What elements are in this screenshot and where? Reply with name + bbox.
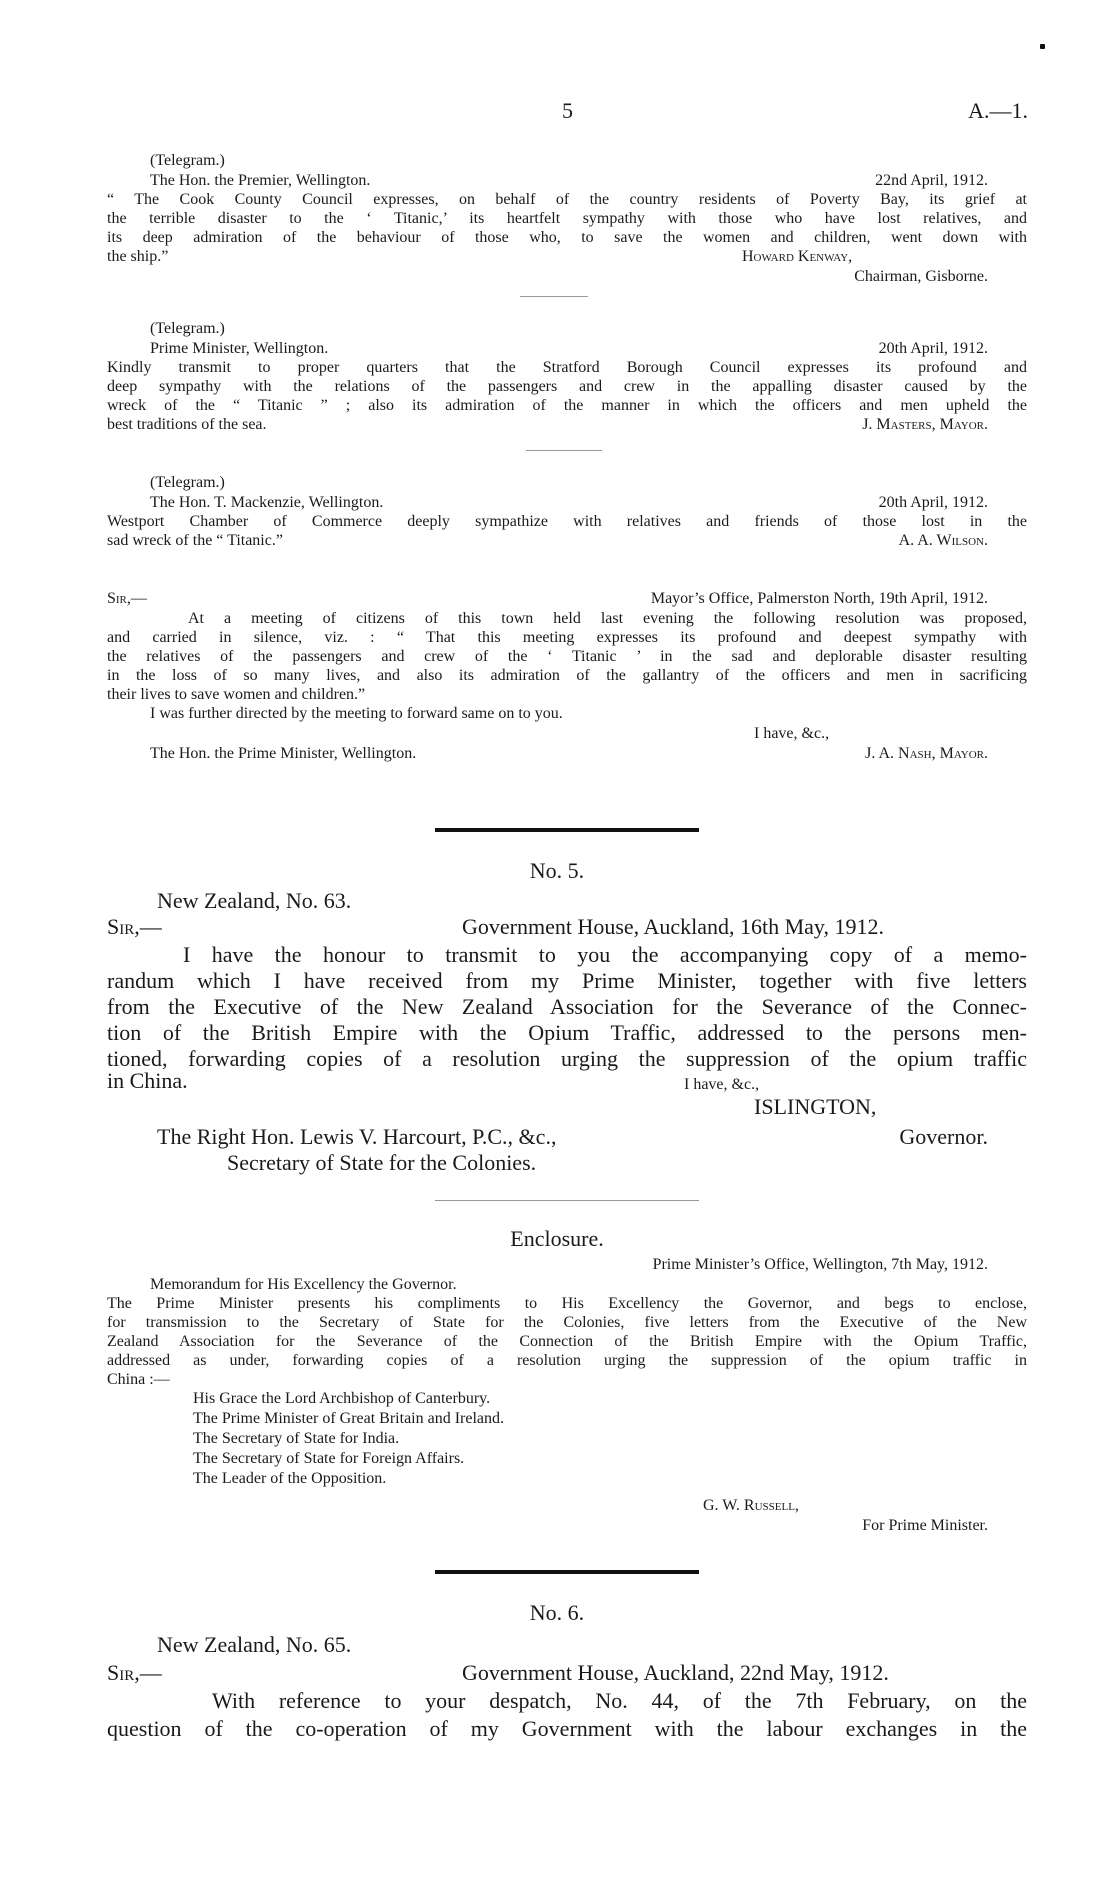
recipient-list-item: The Secretary of State for Foreign Affairs.	[193, 1450, 465, 1467]
salutation: Sir,—	[107, 1660, 162, 1685]
body-line: for transmission to the Secretary of State for the Colonies, five letters from the Executive of the New	[107, 1314, 1027, 1331]
addressee: The Hon. the Prime Minister, Wellington.	[150, 745, 417, 762]
body-line: I was further directed by the meeting to forward same on to you.	[150, 705, 563, 722]
signature: J. Masters, Mayor.	[862, 416, 988, 433]
telegram-recipient: Prime Minister, Wellington.	[150, 340, 329, 357]
ink-speck	[1040, 44, 1045, 49]
closing: I have, &c.,	[684, 1076, 760, 1093]
recipient-list-item: The Prime Minister of Great Britain and Ireland.	[193, 1410, 505, 1427]
page-reference: A.—1.	[968, 98, 1028, 123]
telegram-recipient: The Hon. T. Mackenzie, Wellington.	[150, 494, 384, 511]
place-date: Prime Minister’s Office, Wellington, 7th May, 1912.	[652, 1256, 988, 1273]
closing: I have, &c.,	[754, 725, 830, 742]
body-line: the relatives of the passengers and crew of the ‘ Titanic ’ in the sad and deplorable disaster resulting	[107, 648, 1027, 665]
place-date: Government House, Auckland, 16th May, 1912.	[462, 914, 885, 939]
signature: A. A. Wilson.	[898, 532, 988, 549]
body-line-last: in China.	[107, 1068, 188, 1093]
despatch-number: New Zealand, No. 65.	[157, 1632, 352, 1657]
body-line: randum which I have received from my Prime Minister, together with five letters	[107, 968, 1027, 993]
page-number: 5	[562, 98, 573, 123]
signature-title: Chairman, Gisborne.	[854, 268, 988, 285]
telegram-label: (Telegram.)	[150, 152, 225, 169]
body-line-last: sad wreck of the “ Titanic.”	[107, 532, 283, 549]
section-divider	[435, 1200, 699, 1201]
body-line-last: best traditions of the sea.	[107, 416, 267, 433]
body-line: in the loss of so many lives, and also its admiration of the gallantry of the officers and men in sacrificing	[107, 667, 1027, 684]
telegram-date: 22nd April, 1912.	[875, 172, 988, 189]
body-line: deep sympathy with the relations of the passengers and crew in the appalling disaster caused by the	[107, 378, 1027, 395]
body-line: tion of the British Empire with the Opium Traffic, addressed to the persons men-	[107, 1020, 1027, 1045]
body-line: tioned, forwarding copies of a resolution urging the suppression of the opium traffic	[107, 1046, 1027, 1071]
addressee: The Right Hon. Lewis V. Harcourt, P.C., &c.,	[157, 1124, 557, 1149]
body-line: and carried in silence, viz. : “ That this meeting expresses its profound and deepest sympathy with	[107, 629, 1027, 646]
signature: ISLINGTON,	[754, 1094, 877, 1119]
body-line: Kindly transmit to proper quarters that the Stratford Borough Council expresses its profound and	[107, 359, 1027, 376]
telegram-recipient: The Hon. the Premier, Wellington.	[150, 172, 371, 189]
despatch-number: New Zealand, No. 63.	[157, 888, 352, 913]
body-line: wreck of the “ Titanic ” ; also its admiration of the manner in which the officers and men upheld the	[107, 397, 1027, 414]
place-date: Government House, Auckland, 22nd May, 1912.	[462, 1660, 889, 1685]
signature: G. W. Russell,	[703, 1497, 799, 1514]
salutation: Sir,—	[107, 590, 147, 607]
body-line: Zealand Association for the Severance of the Connection of the British Empire with the Opium Traffic,	[107, 1333, 1027, 1350]
telegram-label: (Telegram.)	[150, 320, 225, 337]
signature: J. A. Nash, Mayor.	[865, 745, 988, 762]
signature-title: Governor.	[899, 1124, 988, 1149]
signature: Howard Kenway,	[742, 248, 853, 265]
body-line-last: China :—	[107, 1371, 170, 1388]
telegram-date: 20th April, 1912.	[878, 340, 988, 357]
memo-title: Memorandum for His Excellency the Governor.	[150, 1276, 457, 1293]
despatch-heading: No. 6.	[529, 1600, 585, 1625]
body-line: its deep admiration of the behaviour of those who, to save the women and children, went down with	[107, 229, 1027, 246]
section-divider-thick	[435, 1570, 699, 1574]
telegram-label: (Telegram.)	[150, 474, 225, 491]
enclosure-heading: Enclosure.	[510, 1226, 604, 1251]
body-line: question of the co-operation of my Government with the labour exchanges in the	[107, 1716, 1027, 1741]
recipient-list-item: The Secretary of State for India.	[193, 1430, 400, 1447]
body-line: “ The Cook County Council expresses, on behalf of the country residents of Poverty Bay, its grief at	[107, 191, 1027, 208]
body-line-last: the ship.”	[107, 248, 169, 265]
body-line-last: their lives to save women and children.”	[107, 686, 366, 703]
section-divider	[520, 296, 588, 297]
body-line: from the Executive of the New Zealand Association for the Severance of the Connec-	[107, 994, 1027, 1019]
body-line: The Prime Minister presents his compliments to His Excellency the Governor, and begs to enclose,	[107, 1295, 1027, 1312]
body-line: the terrible disaster to the ‘ Titanic,’ its heartfelt sympathy with those who have lost relatives, and	[107, 210, 1027, 227]
section-divider	[526, 450, 602, 451]
signature-title: For Prime Minister.	[862, 1517, 988, 1534]
place-date: Mayor’s Office, Palmerston North, 19th April, 1912.	[650, 590, 988, 607]
salutation: Sir,—	[107, 914, 162, 939]
section-divider-thick	[435, 828, 699, 832]
body-line: Westport Chamber of Commerce deeply sympathize with relatives and friends of those lost in the	[107, 513, 1027, 530]
addressee-title: Secretary of State for the Colonies.	[227, 1150, 537, 1175]
body-line: At a meeting of citizens of this town held last evening the following resolution was proposed,	[188, 610, 1027, 627]
recipient-list-item: His Grace the Lord Archbishop of Canterbury.	[193, 1390, 491, 1407]
body-line: addressed as under, forwarding copies of a resolution urging the suppression of the opium traffic in	[107, 1352, 1027, 1369]
despatch-heading: No. 5.	[529, 858, 585, 883]
recipient-list-item: The Leader of the Opposition.	[193, 1470, 387, 1487]
telegram-date: 20th April, 1912.	[878, 494, 988, 511]
body-line: With reference to your despatch, No. 44, of the 7th February, on the	[212, 1688, 1027, 1713]
body-line: I have the honour to transmit to you the accompanying copy of a memo-	[183, 942, 1027, 967]
